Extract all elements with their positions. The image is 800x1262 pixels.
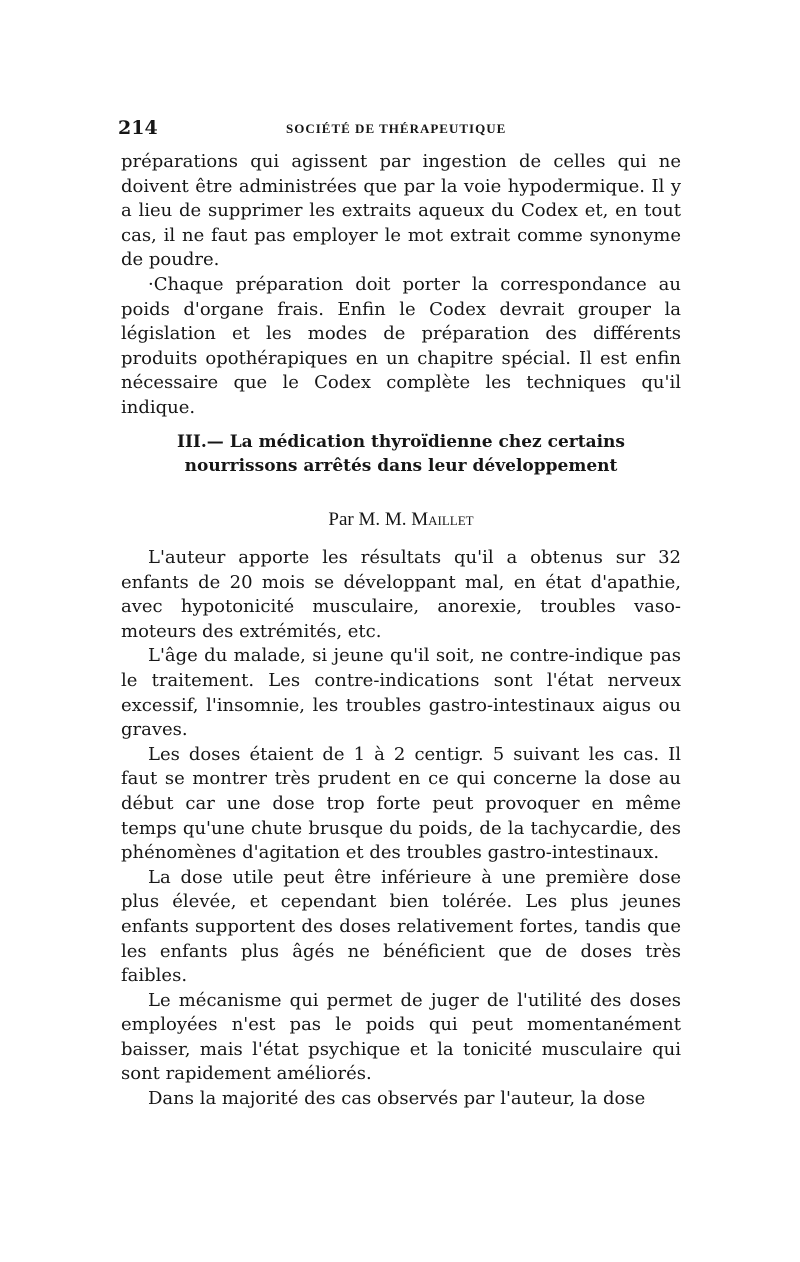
paragraph: Les doses étaient de 1 à 2 centigr. 5 suivant les cas. Il faut se montrer très prudent en ce qui concerne la dose au début car une dose trop forte peut provoquer en même temps qu'une chute brusque du poids, de la tachycardie, des phénomènes d'agitation et des troubles gastro-intestinaux. [121, 743, 681, 864]
running-title: SOCIÉTÉ DE THÉRAPEUTIQUE [286, 121, 507, 136]
paragraph: Dans la majorité des cas observés par l'auteur, la dose [148, 1088, 646, 1110]
section-title-line: III.— La médication thyroïdienne chez certains [177, 432, 625, 452]
page-number: 214 [118, 117, 158, 139]
paragraph: La dose utile peut être inférieure à une première dose plus élevée, et cependant bien tolérée. Les plus jeunes enfants supportent des doses relativement fortes, tandis que les enfants plus âgés ne bénéficient que de doses très faibles. [121, 866, 681, 987]
author-byline [121, 507, 681, 533]
paragraph: Le mécanisme qui permet de juger de l'utilité des doses employées n'est pas le poids qui peut momentanément baisser, mais l'état psychique et la tonicité musculaire qui sont rapidement améliorés. [121, 989, 681, 1085]
author-name: Maillet [411, 509, 474, 530]
byline-prefix: Par M. M. [328, 509, 407, 530]
section-title-line: nourrissons arrêtés dans leur développement [184, 456, 618, 476]
paragraph-continued: préparations qui agissent par ingestion de celles qui ne doivent être administrées que par la voie hypodermique. Il y a lieu de supprimer les extraits aqueux du Codex et, en tout cas, il ne faut pas employer le mot extrait comme synonyme de poudre. [121, 151, 681, 271]
paragraph: L'auteur apporte les résultats qu'il a obtenus sur 32 enfants de 20 mois se développant mal, en état d'apathie, avec hypotonicité musculaire, anorexie, troubles vaso-moteurs des extrémités, etc. [121, 547, 681, 642]
page-header [118, 117, 678, 139]
section-title [121, 430, 681, 478]
paragraph: L'âge du malade, si jeune qu'il soit, ne contre-indique pas le traitement. Les contre-indications sont l'état nerveux excessif, l'insomnie, les troubles gastro-intestinaux aigus ou graves. [121, 645, 681, 741]
article-text-block [121, 546, 681, 1112]
paragraph: ·Chaque préparation doit porter la correspondance au poids d'organe frais. Enfin le Codex devrait grouper la législation et les modes de préparation des différents produits opothérapiques en un chapitre spécial. Il est enfin nécessaire que le Codex complète les techniques qu'il indique. [121, 273, 681, 418]
top-text-block [121, 150, 681, 421]
